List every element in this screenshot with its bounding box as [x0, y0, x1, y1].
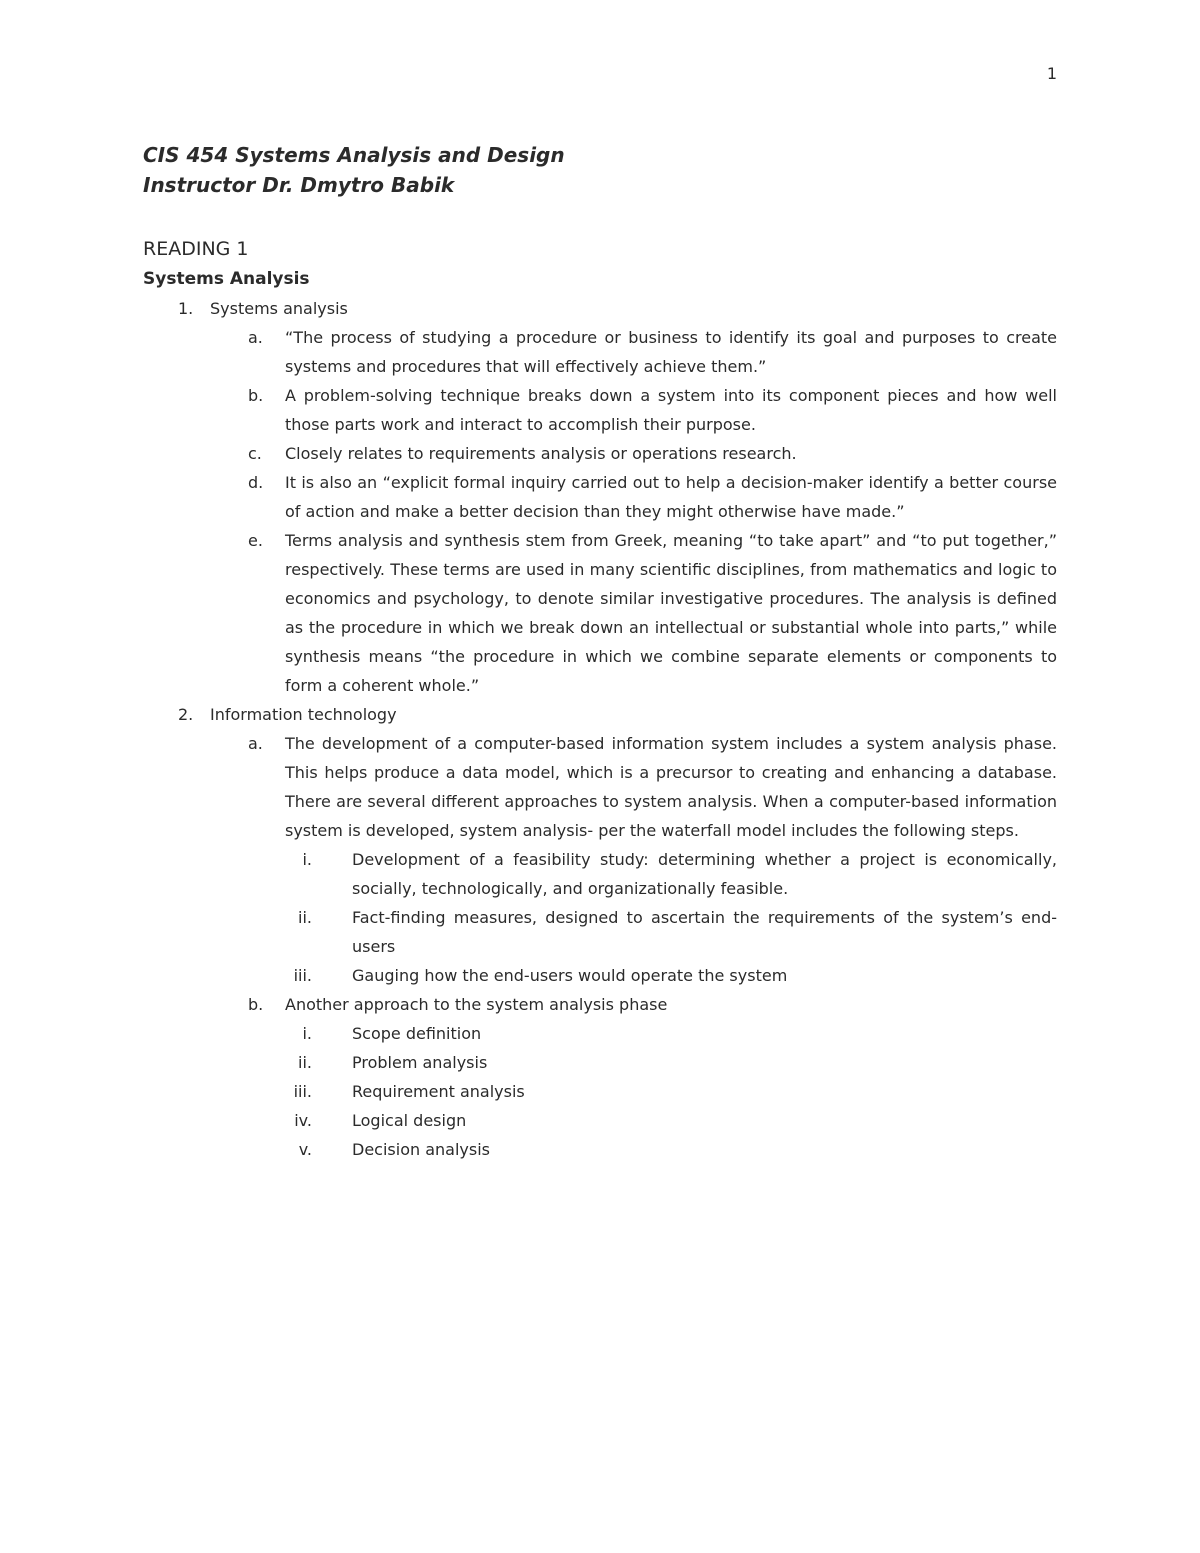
list-text: Systems analysis — [210, 299, 348, 318]
list-item — [143, 903, 1057, 961]
list-text: Development of a feasibility study: determining whether a project is economically, socially, technologically, and organizationally feasible. — [352, 850, 1057, 898]
list-item — [143, 845, 1057, 903]
list-item — [143, 1077, 1057, 1106]
list-marker: e. — [248, 531, 263, 550]
list-text: Problem analysis — [352, 1053, 488, 1072]
list-marker: iii. — [293, 966, 312, 985]
section-heading: Systems Analysis — [143, 269, 310, 289]
course-title: CIS 454 Systems Analysis and Design — [143, 143, 565, 167]
list-item — [143, 990, 1057, 1019]
list-marker: ii. — [298, 908, 312, 927]
list-item — [143, 1106, 1057, 1135]
list-marker: 1. — [178, 299, 194, 318]
list-text: Decision analysis — [352, 1140, 490, 1159]
list-marker: a. — [248, 328, 263, 347]
list-item — [143, 700, 1057, 729]
list-marker: ii. — [298, 1053, 312, 1072]
list-marker: c. — [248, 444, 262, 463]
list-text: Gauging how the end-users would operate the system — [352, 966, 788, 985]
list-item — [143, 294, 1057, 323]
list-item — [143, 526, 1057, 700]
list-marker: 2. — [178, 705, 194, 724]
list-text: A problem-solving technique breaks down a system into its component pieces and how well those parts work and interact to accomplish their purpose. — [285, 386, 1057, 434]
list-marker: v. — [298, 1140, 312, 1159]
list-text: Information technology — [210, 705, 397, 724]
list-marker: iv. — [294, 1111, 312, 1130]
list-marker: d. — [248, 473, 264, 492]
list-item — [143, 1135, 1057, 1164]
list-marker: i. — [302, 1024, 312, 1043]
list-item — [143, 729, 1057, 845]
list-text: Logical design — [352, 1111, 467, 1130]
list-item — [143, 468, 1057, 526]
outline-list — [143, 294, 1057, 1164]
list-item — [143, 1019, 1057, 1048]
list-marker: a. — [248, 734, 263, 753]
list-marker: b. — [248, 995, 264, 1014]
list-text: Another approach to the system analysis phase — [285, 995, 668, 1014]
list-item — [143, 381, 1057, 439]
instructor-name: Instructor Dr. Dmytro Babik — [143, 173, 455, 197]
list-marker: b. — [248, 386, 264, 405]
list-item — [143, 323, 1057, 381]
list-marker: iii. — [293, 1082, 312, 1101]
list-text: Terms analysis and synthesis stem from Greek, meaning “to take apart” and “to put together,” respectively. These terms are used in many scientific disciplines, from mathematics and logic to economics and psychology, to denote similar investigative procedures. The analysis is defined as the procedure in which we break down an intellectual or substantial whole into parts,” while synthesis means “the procedure in which we combine separate elements or components to form a coherent whole.” — [285, 531, 1057, 695]
list-text: Closely relates to requirements analysis or operations research. — [285, 444, 797, 463]
reading-heading: READING 1 — [143, 238, 249, 260]
list-marker: i. — [302, 850, 312, 869]
list-text: It is also an “explicit formal inquiry carried out to help a decision-maker identify a better course of action and make a better decision than they might otherwise have made.” — [285, 473, 1057, 521]
page-number: 1 — [1046, 64, 1057, 83]
list-item — [143, 1048, 1057, 1077]
list-text: Scope definition — [352, 1024, 482, 1043]
list-text: Requirement analysis — [352, 1082, 525, 1101]
list-text: “The process of studying a procedure or business to identify its goal and purposes to create systems and procedures that will effectively achieve them.” — [285, 328, 1057, 376]
list-item — [143, 439, 1057, 468]
title-block — [143, 140, 1057, 200]
list-text: The development of a computer-based information system includes a system analysis phase. This helps produce a data model, which is a precursor to creating and enhancing a database. There are several different approaches to system analysis. When a computer-based information system is developed, system analysis- per the waterfall model includes the following steps. — [285, 734, 1057, 840]
list-item — [143, 961, 1057, 990]
list-text: Fact-finding measures, designed to ascertain the requirements of the system’s end-users — [352, 908, 1057, 956]
